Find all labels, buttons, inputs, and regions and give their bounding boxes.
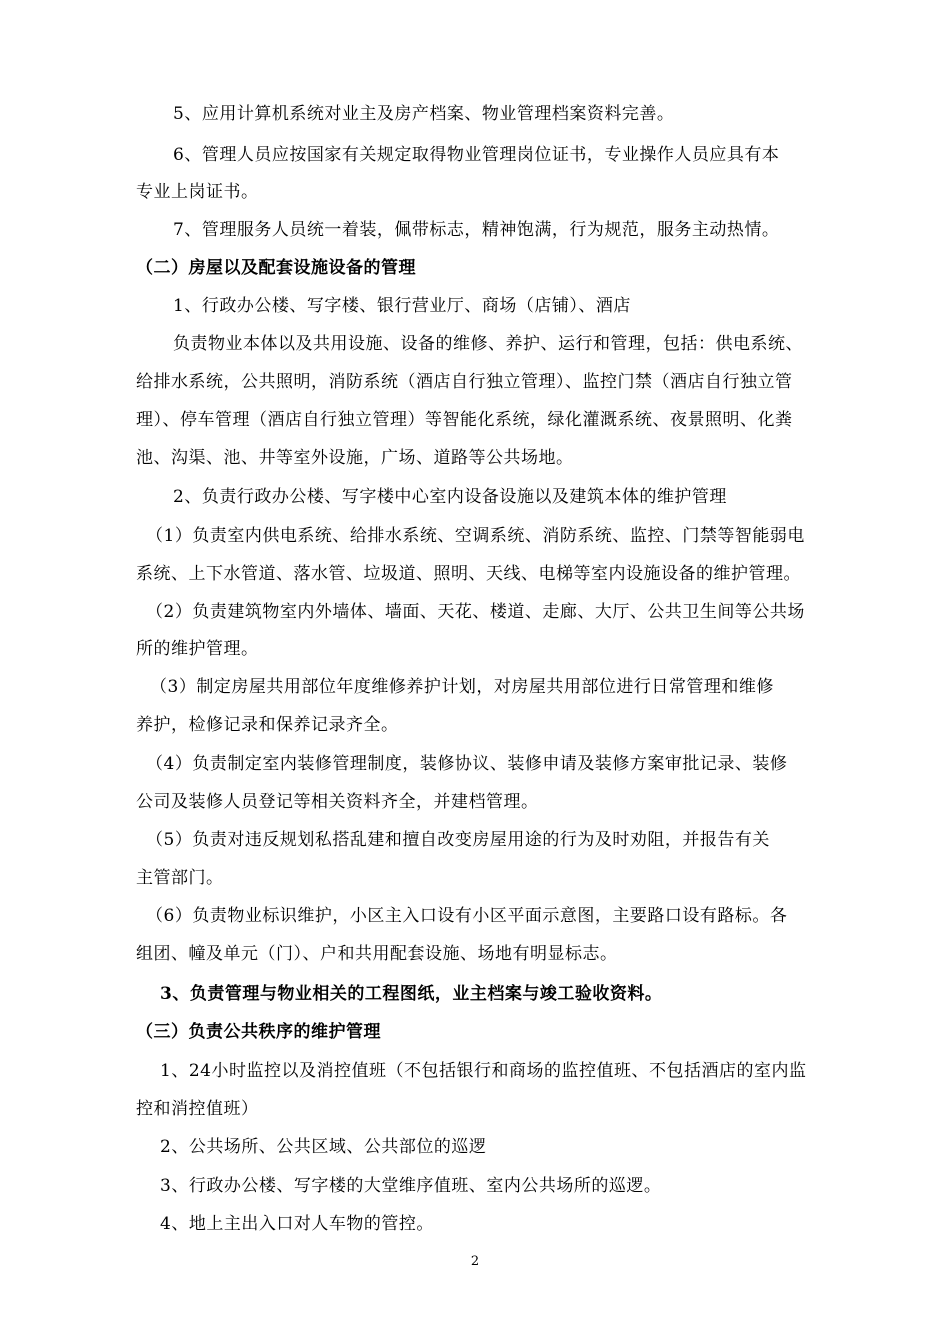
section-3-item-1: 1、24小时监控以及消控值班（不包括银行和商场的监控值班、不包括酒店的室内监 (160, 1061, 807, 1081)
section-3-item-2: 2、公共场所、公共区域、公共部位的巡逻 (160, 1137, 487, 1157)
subitem-3-text: （3）制定房屋共用部位年度维修养护计划，对房屋共用部位进行日常管理和维修 (150, 677, 774, 697)
subitem-2-text-cont: 所的维护管理。 (136, 639, 259, 659)
section-2-paragraph: 负责物业本体以及共用设施、设备的维修、养护、运行和管理，包括：供电系统、 (173, 334, 803, 354)
section-2-paragraph-cont: 池、沟渠、池、井等室外设施，广场、道路等公共场地。 (136, 448, 574, 468)
section-3-item-1-cont: 控和消控值班） (136, 1099, 259, 1119)
item-7-text: 7、管理服务人员统一着装，佩带标志，精神饱满，行为规范，服务主动热情。 (173, 220, 780, 240)
section-2-heading: （二）房屋以及配套设施设备的管理 (136, 258, 416, 278)
item-6-text-cont: 专业上岗证书。 (136, 182, 259, 202)
section-2-paragraph-cont: 理）、停车管理（酒店自行独立管理）等智能化系统，绿化灌溉系统、夜景照明、化粪 (136, 410, 793, 430)
subitem-4-text-cont: 公司及装修人员登记等相关资料齐全，并建档管理。 (136, 792, 539, 812)
section-3-item-3: 3、行政办公楼、写字楼的大堂维序值班、室内公共场所的巡逻。 (160, 1176, 662, 1196)
subitem-3-text-cont: 养护，检修记录和保养记录齐全。 (136, 715, 399, 735)
section-2-item-2: 2、负责行政办公楼、写字楼中心室内设备设施以及建筑本体的维护管理 (173, 487, 727, 507)
page-number: 2 (470, 1254, 480, 1269)
subitem-4-text: （4）负责制定室内装修管理制度，装修协议、装修申请及装修方案审批记录、装修 (146, 754, 788, 774)
section-2-item-3: 3、负责管理与物业相关的工程图纸，业主档案与竣工验收资料。 (160, 984, 663, 1004)
section-2-paragraph-cont: 给排水系统，公共照明，消防系统（酒店自行独立管理）、监控门禁（酒店自行独立管 (136, 372, 793, 392)
subitem-6-text-cont: 组团、幢及单元（门）、户和共用配套设施、场地有明显标志。 (136, 944, 618, 964)
item-5-text: 5、应用计算机系统对业主及房产档案、物业管理档案资料完善。 (173, 104, 675, 124)
subitem-1-text: （1）负责室内供电系统、给排水系统、空调系统、消防系统、监控、门禁等智能弱电 (146, 526, 805, 546)
section-3-heading: （三）负责公共秩序的维护管理 (136, 1022, 381, 1042)
subitem-2-text: （2）负责建筑物室内外墙体、墙面、天花、楼道、走廊、大厅、公共卫生间等公共场 (146, 602, 805, 622)
subitem-5-text-cont: 主管部门。 (136, 868, 224, 888)
subitem-5-text: （5）负责对违反规划私搭乱建和擅自改变房屋用途的行为及时劝阻，并报告有关 (146, 830, 770, 850)
section-3-item-4: 4、地上主出入口对人车物的管控。 (160, 1214, 434, 1234)
item-6-text: 6、管理人员应按国家有关规定取得物业管理岗位证书，专业操作人员应具有本 (173, 145, 780, 165)
section-2-item-1: 1、行政办公楼、写字楼、银行营业厅、商场（店铺）、酒店 (173, 296, 631, 316)
subitem-1-text-cont: 系统、上下水管道、落水管、垃圾道、照明、天线、电梯等室内设施设备的维护管理。 (136, 564, 801, 584)
subitem-6-text: （6）负责物业标识维护，小区主入口设有小区平面示意图，主要路口设有路标。各 (146, 906, 788, 926)
